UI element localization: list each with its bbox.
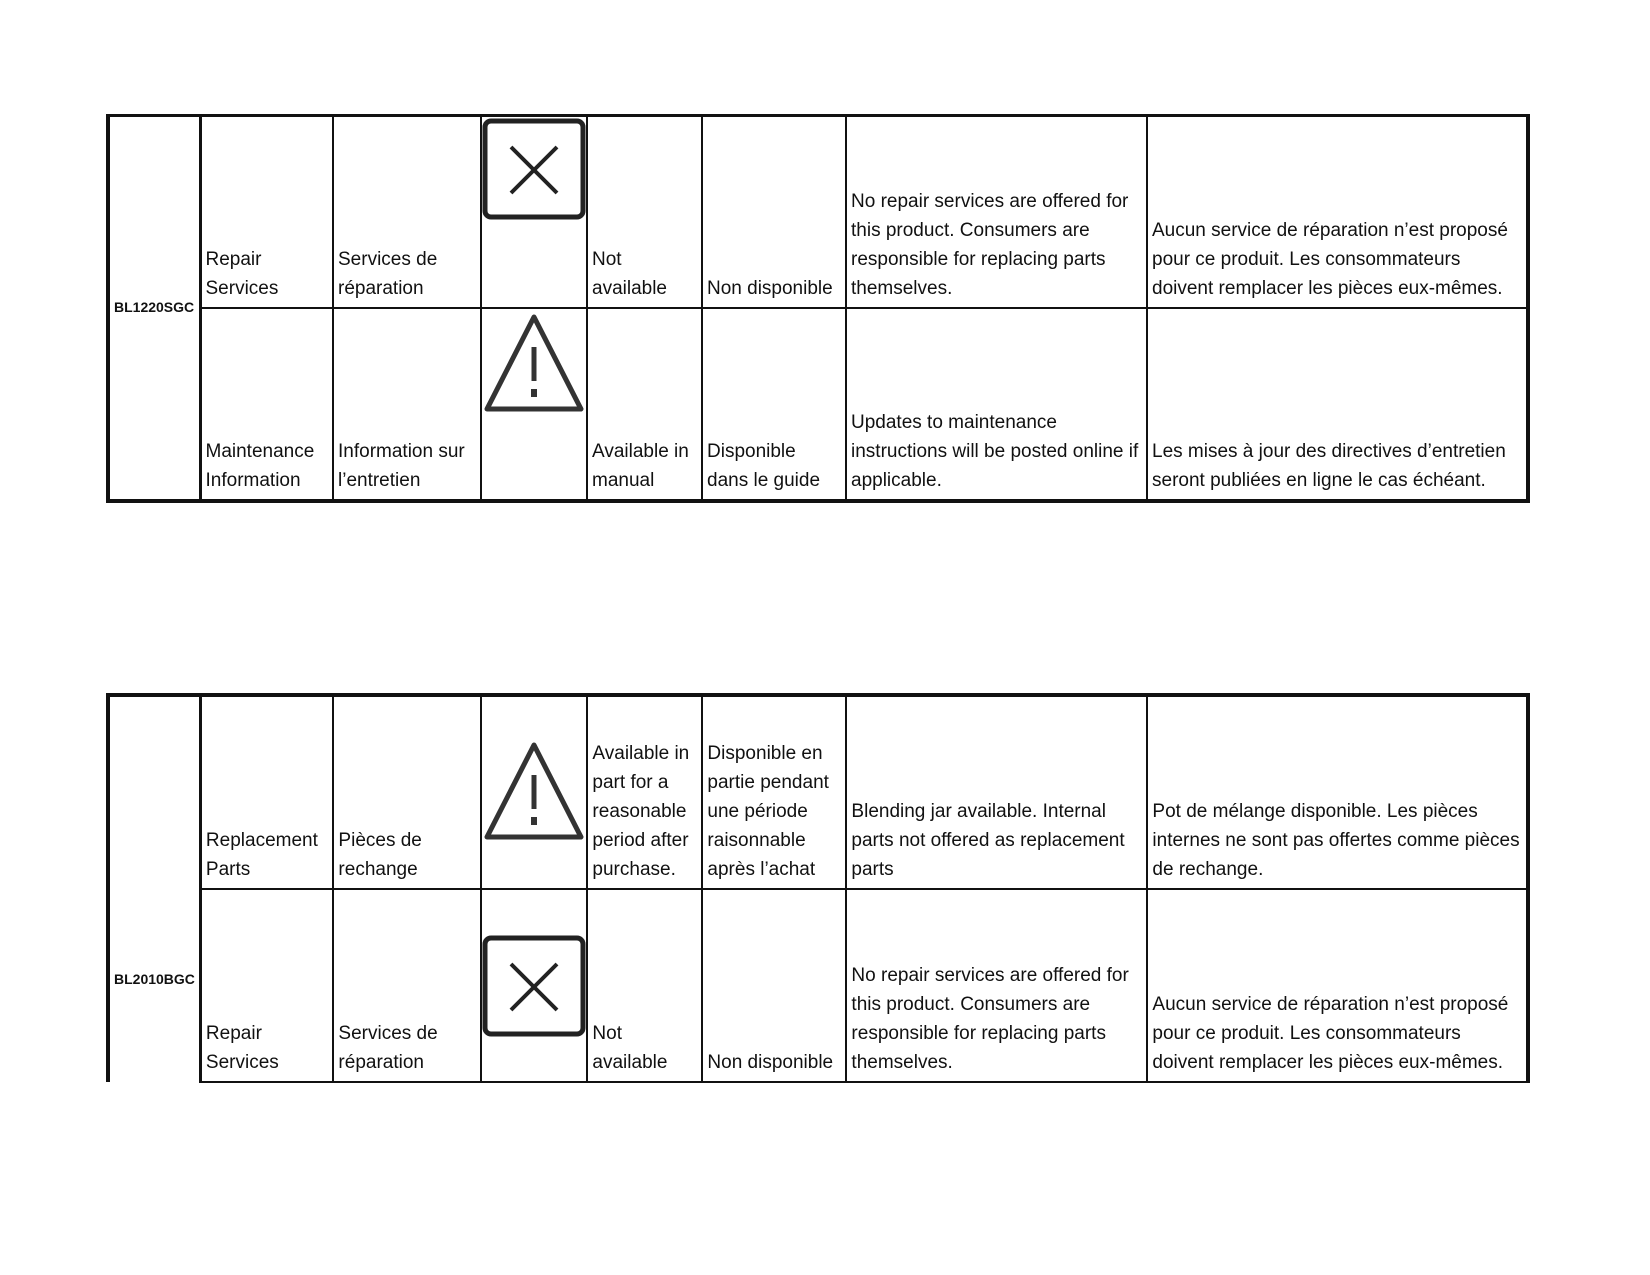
status-en: Not available (587, 116, 702, 308)
details-fr: Pot de mélange disponible. Les pièces internes ne sont pas offertes comme pièces de rechange. (1147, 695, 1528, 889)
model-number: BL2010BGC (108, 695, 200, 1082)
status-en: Available in part for a reasonable period after purchase. (587, 695, 702, 889)
status-fr: Disponible dans le guide (702, 308, 846, 501)
category-fr: Information sur l’entretien (333, 308, 481, 501)
category-fr: Services de réparation (333, 889, 481, 1082)
table-row (108, 889, 1528, 1082)
table-row (108, 308, 1528, 501)
status-fr: Non disponible (702, 889, 846, 1082)
status-icon-cell (481, 308, 587, 501)
status-fr: Disponible en partie pendant une période raisonnable après l’achat (702, 695, 846, 889)
details-fr: Aucun service de réparation n’est proposé pour ce produit. Les consommateurs doivent remplacer les pièces eux-mêmes. (1147, 116, 1528, 308)
x-box-icon (482, 117, 586, 221)
category-fr: Pièces de rechange (333, 695, 481, 889)
details-fr: Les mises à jour des directives d’entretien seront publiées en ligne le cas échéant. (1147, 308, 1528, 501)
model-number: BL1220SGC (108, 116, 200, 501)
details-en: Blending jar available. Internal parts not offered as replacement parts (846, 695, 1147, 889)
status-en: Not available (587, 889, 702, 1082)
warning-triangle-icon (482, 309, 586, 413)
details-en: Updates to maintenance instructions will be posted online if applicable. (846, 308, 1147, 501)
category-en: Replacement Parts (200, 695, 333, 889)
status-icon-cell (481, 889, 587, 1082)
category-fr: Services de réparation (333, 116, 481, 308)
product-table-bl2010bgc (106, 693, 1530, 1083)
category-en: Maintenance Information (200, 308, 333, 501)
details-fr: Aucun service de réparation n’est proposé pour ce produit. Les consommateurs doivent remplacer les pièces eux-mêmes. (1147, 889, 1528, 1082)
status-en: Available in manual (587, 308, 702, 501)
product-table-bl1220sgc (106, 114, 1530, 503)
details-en: No repair services are offered for this product. Consumers are responsible for replacing parts themselves. (846, 889, 1147, 1082)
table-row (108, 116, 1528, 308)
status-icon-cell (481, 116, 587, 308)
x-box-icon (482, 934, 586, 1038)
details-en: No repair services are offered for this product. Consumers are responsible for replacing parts themselves. (846, 116, 1147, 308)
table-row (108, 695, 1528, 889)
warning-triangle-icon (482, 737, 586, 841)
category-en: Repair Services (200, 116, 333, 308)
status-fr: Non disponible (702, 116, 846, 308)
category-en: Repair Services (200, 889, 333, 1082)
status-icon-cell (481, 695, 587, 889)
